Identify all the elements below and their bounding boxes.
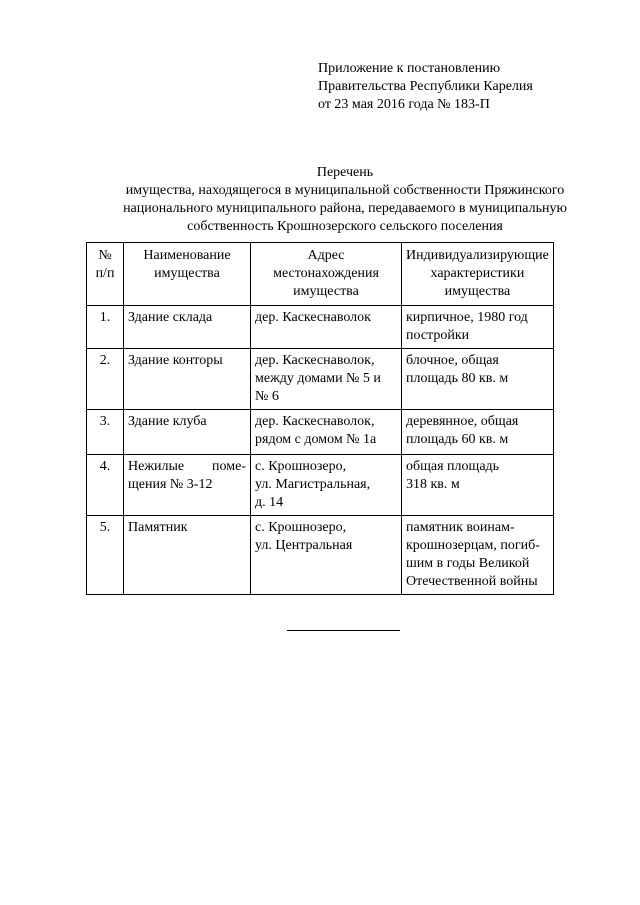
row-characteristics: кирпичное, 1980 год постройки — [402, 306, 554, 349]
header-name: Наименование имущества — [124, 243, 251, 306]
row-address: дер. Каскеснаволок — [251, 306, 402, 349]
closing-rule — [287, 630, 400, 631]
appendix-line-3: от 23 мая 2016 года № 183-П — [318, 97, 490, 112]
header-address: Адрес местонахождения имущества — [251, 243, 402, 306]
row-name: Здание клуба — [124, 410, 251, 455]
appendix-line-2: Правительства Республики Карелия — [318, 79, 533, 94]
row-number: 5. — [87, 516, 124, 595]
row-address: дер. Каскеснаволок, рядом с домом № 1а — [251, 410, 402, 455]
row-number: 2. — [87, 349, 124, 410]
header-num: № п/п — [87, 243, 124, 306]
row-number: 3. — [87, 410, 124, 455]
row-characteristics: памятник воинам- крошнозерцам, погиб- шим в годы Великой Отечественной войны — [402, 516, 554, 595]
row-name: Здание склада — [124, 306, 251, 349]
property-table — [86, 242, 554, 595]
row-name: Нежилые поме- щения № 3-12 — [124, 455, 251, 516]
row-address: с. Крошнозеро, ул. Центральная — [251, 516, 402, 595]
row-characteristics: общая площадь 318 кв. м — [402, 455, 554, 516]
row-name: Здание конторы — [124, 349, 251, 410]
table-row — [87, 516, 554, 595]
appendix-header — [318, 60, 533, 114]
row-number: 1. — [87, 306, 124, 349]
title-line-1: Перечень — [316, 165, 374, 180]
appendix-line-1: Приложение к постановлению — [318, 61, 501, 76]
table-row — [87, 410, 554, 455]
table-header-row — [87, 243, 554, 306]
row-number: 4. — [87, 455, 124, 516]
row-characteristics: деревянное, общая площадь 60 кв. м — [402, 410, 554, 455]
row-characteristics: блочное, общая площадь 80 кв. м — [402, 349, 554, 410]
row-name: Памятник — [124, 516, 251, 595]
title-line-2: имущества, находящегося в муниципальной собственности Пряжинского — [125, 183, 565, 198]
table-row — [87, 306, 554, 349]
row-address: дер. Каскеснаволок, между домами № 5 и № 6 — [251, 349, 402, 410]
title-line-3: национального муниципального района, передаваемого в муниципальную — [123, 201, 567, 216]
row-address: с. Крошнозеро, ул. Магистральная, д. 14 — [251, 455, 402, 516]
title-line-4: собственность Крошнозерского сельского поселения — [187, 219, 503, 234]
table-row — [87, 455, 554, 516]
header-characteristics: Индивидуализирующие характеристики имущества — [402, 243, 554, 306]
document-title — [60, 164, 630, 236]
table-row — [87, 349, 554, 410]
